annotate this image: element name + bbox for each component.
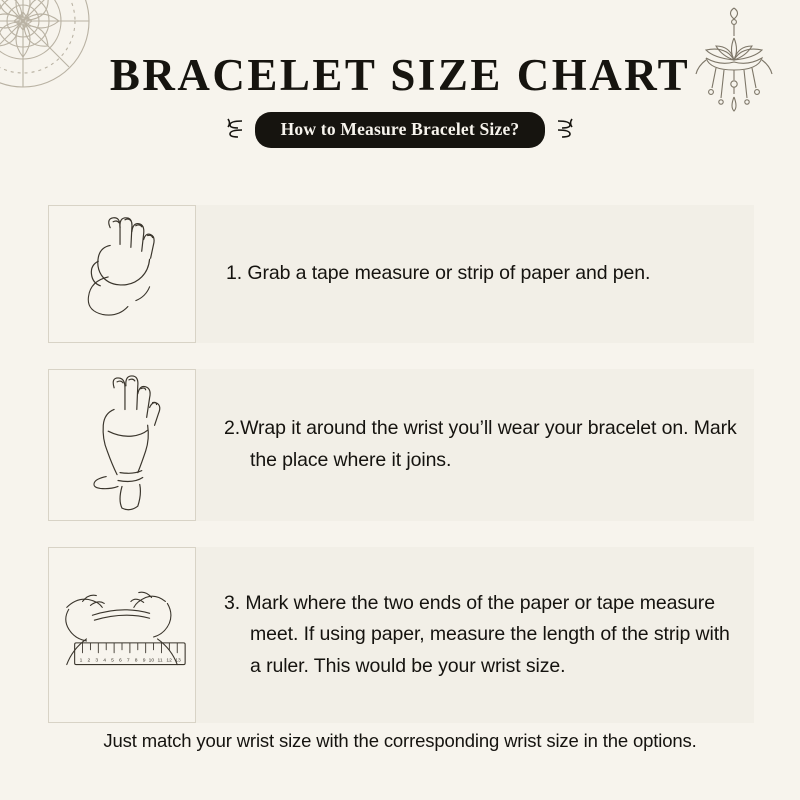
subtitle-pill: How to Measure Bracelet Size? xyxy=(255,112,546,148)
svg-text:3: 3 xyxy=(95,658,99,664)
swirl-flourish-right-icon xyxy=(554,117,576,143)
steps-list xyxy=(48,205,754,749)
svg-text:5: 5 xyxy=(111,658,114,664)
svg-text:11: 11 xyxy=(157,658,163,664)
svg-text:7: 7 xyxy=(126,658,130,664)
svg-text:4: 4 xyxy=(103,658,107,664)
step-item xyxy=(48,547,754,723)
step-text-label: 2.Wrap it around the wrist you’ll wear your bracelet on. Mark the place where it joins. xyxy=(224,417,737,471)
footer-note: Just match your wrist size with the corresponding wrist size in the options. xyxy=(103,730,697,751)
swirl-flourish-left-icon xyxy=(224,117,246,143)
svg-text:13: 13 xyxy=(175,658,181,664)
hand-wrapping-tape-around-wrist-illustration xyxy=(48,369,196,521)
step-text xyxy=(196,547,754,723)
svg-text:9: 9 xyxy=(142,658,146,664)
svg-text:1: 1 xyxy=(79,658,83,664)
svg-text:8: 8 xyxy=(134,658,138,664)
svg-text:6: 6 xyxy=(119,658,122,664)
hand-holding-tape-measure-illustration xyxy=(48,205,196,343)
hands-measuring-strip-with-ruler-illustration xyxy=(48,547,196,723)
subtitle-row xyxy=(0,112,800,148)
svg-text:12: 12 xyxy=(166,658,172,664)
svg-text:2: 2 xyxy=(87,658,91,664)
page-title: BRACELET SIZE CHART xyxy=(109,50,691,100)
step-text xyxy=(196,369,754,521)
step-text-label: 1. Grab a tape measure or strip of paper and pen. xyxy=(226,262,651,285)
step-text xyxy=(196,205,754,343)
page-header xyxy=(0,52,800,148)
step-text-label: 3. Mark where the two ends of the paper or tape measure meet. If using paper, measure the length of the strip with a ruler. This would be your wrist size. xyxy=(224,591,730,677)
step-item xyxy=(48,369,754,521)
svg-text:10: 10 xyxy=(148,658,155,664)
step-item xyxy=(48,205,754,343)
